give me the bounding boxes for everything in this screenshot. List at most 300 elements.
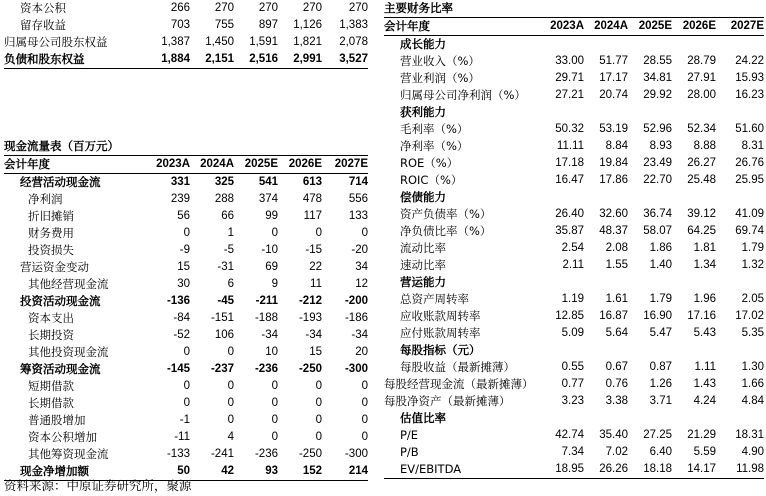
section-row [384,410,764,427]
cell-value [540,189,584,206]
cell-value: 16.87 [599,310,628,322]
cell-value: 239 [170,193,190,205]
cell-value: 8.93 [649,140,672,152]
cell-value: -145 [166,363,190,375]
table-row [4,225,368,242]
cell-value [672,104,716,121]
row-label: 其他经营现金流 [28,277,109,291]
row-label: 营业利润（%） [400,71,480,85]
cell-value: 0 [315,397,322,409]
table-row [384,444,764,461]
cell-value: 35.40 [599,429,628,441]
cell-value: 0 [361,380,368,392]
cell-value [540,342,584,359]
cell-value: 41.09 [735,208,764,220]
cell-value: 4.90 [741,446,764,458]
cell-value: 133 [348,210,368,222]
table-row [384,70,764,87]
row-label: 现金净增加额 [4,463,146,481]
ratios-year: 2025E [628,18,672,36]
table-row [384,223,764,240]
cell-value: 16.23 [735,89,764,101]
cell-value: 0.87 [649,361,672,373]
cell-value: 331 [170,176,190,188]
cell-value: 17.18 [555,157,584,169]
cell-value: 3,527 [322,51,368,69]
cell-value [584,36,628,54]
cell-value: 99 [265,210,278,222]
cell-value: 17.16 [687,310,716,322]
cell-value: 0.55 [561,361,584,373]
cashflow-year: 2027E [322,156,368,174]
row-label: 资产负债率（%） [400,207,492,221]
row-label: EV/EBITDA [384,461,540,479]
cell-value: 53.19 [599,123,628,135]
cell-value: -9 [179,244,190,256]
cell-value: 50 [146,463,190,481]
cell-value: 1,383 [339,19,368,31]
cell-value [540,274,584,291]
cell-value: 26.40 [555,208,584,220]
cell-value: 1,450 [205,36,234,48]
cell-value: 106 [214,329,234,341]
cell-value: 1.11 [694,361,716,373]
cell-value: 52.34 [687,123,716,135]
ratios-header-label: 会计年度 [384,18,540,36]
row-label: 毛利率（%） [400,122,469,136]
cell-value: 69.74 [735,225,764,237]
cell-value: 2,516 [234,51,278,69]
cell-value: 64.25 [687,225,716,237]
cell-value: 0 [315,431,322,443]
cell-value: 4 [227,431,234,443]
cell-value [628,189,672,206]
cell-value: 11.11 [556,140,584,152]
table-row [384,359,764,376]
cell-value: -300 [344,363,368,375]
cell-value: 0.76 [605,378,628,390]
cell-value: 1,591 [249,36,278,48]
cell-value [716,274,764,291]
cell-value: 29.92 [643,89,672,101]
row-label: 其他投资现金流 [28,345,109,359]
section-label: 偿债能力 [400,190,446,204]
cell-value: -237 [210,363,234,375]
ratios-year: 2026E [672,18,716,36]
cell-value: 0 [315,227,322,239]
row-label: 营业收入（%） [400,54,480,68]
cell-value: 374 [258,193,278,205]
cell-value: 1,821 [293,36,322,48]
cell-value: 16.47 [555,174,584,186]
cell-value: -188 [254,312,278,324]
cell-value: -151 [210,312,234,324]
cell-value: 1.55 [605,259,628,271]
cell-value: 5.43 [693,327,716,339]
row-label: 财务费用 [28,226,74,240]
cell-value: 12.85 [555,310,584,322]
cell-value: 33.00 [555,55,584,67]
row-label: 资本公积 [20,1,66,15]
cell-value: 755 [214,19,234,31]
row-label: 总资产周转率 [400,292,469,306]
cell-value: 0 [183,380,190,392]
cell-value: 0 [361,397,368,409]
cell-value [540,410,584,427]
cell-value: 2.08 [605,242,628,254]
table-row [4,259,368,276]
cell-value: 32.60 [599,208,628,220]
cell-value: 29.71 [555,72,584,84]
row-label: 每股经营现金流（最新摊薄） [384,377,534,391]
section-row [384,104,764,121]
ratios-year: 2027E [716,18,764,36]
cell-value: 25.48 [687,174,716,186]
cell-value: 14.17 [672,461,716,479]
cell-value: -250 [298,363,322,375]
cell-value: 0 [227,414,234,426]
cell-value: 288 [214,193,234,205]
cell-value: -10 [261,244,278,256]
cell-value: 5.35 [741,327,764,339]
cell-value: -250 [298,448,322,460]
cell-value: 30 [177,278,190,290]
cell-value: 0 [227,397,234,409]
cell-value: 0 [315,380,322,392]
cell-value: 17.02 [735,310,764,322]
cashflow-header-row [4,156,368,174]
cell-value: 93 [234,463,278,481]
cell-value: 325 [214,176,234,188]
row-label: 净利率（%） [400,139,469,153]
cell-value: 1.30 [741,361,764,373]
row-label: P/B [400,445,419,459]
row-label: 负债和股东权益 [4,51,146,69]
cell-value: -34 [261,329,278,341]
row-label: 资本支出 [28,311,74,325]
cell-value: -20 [351,244,368,256]
cell-value: 18.95 [540,461,584,479]
cell-value: 270 [258,2,278,14]
table-row [4,242,368,259]
cell-value [672,274,716,291]
row-label: 普通股增加 [28,413,86,427]
table-row [4,51,368,69]
cell-value: 270 [214,2,234,14]
cell-value: 36.74 [643,208,672,220]
section-row [384,274,764,291]
cell-value: -133 [166,448,190,460]
cell-value: 0 [227,380,234,392]
cell-value [628,104,672,121]
cell-value: 703 [170,19,190,31]
cell-value [716,36,764,54]
cell-value: 478 [302,193,322,205]
cell-value: 34 [355,261,368,273]
cell-value: 21.29 [687,429,716,441]
cell-value: 2,991 [278,51,322,69]
cell-value: -15 [305,244,322,256]
cell-value: -84 [173,312,190,324]
cell-value: 5.59 [693,446,716,458]
table-row [384,206,764,223]
table-row [4,0,368,17]
cell-value: 541 [258,176,278,188]
table-row [4,310,368,327]
cell-value: 2.05 [741,293,764,305]
cell-value [540,36,584,54]
cell-value: 0 [183,397,190,409]
table-row [4,327,368,344]
cell-value: 24.22 [735,55,764,67]
table-row [4,361,368,378]
cell-value: 2.11 [562,259,584,271]
cell-value [540,104,584,121]
table-row [4,378,368,395]
balance-sheet-tail-table [4,0,368,69]
cell-value: 26.27 [687,157,716,169]
row-label: 折旧摊销 [28,209,74,223]
cell-value: 23.49 [643,157,672,169]
section-row [384,36,764,54]
cell-value [584,104,628,121]
section-label: 营运能力 [400,275,446,289]
section-label: 估值比率 [400,411,446,425]
cell-value: 3.38 [605,395,628,407]
table-row [384,155,764,172]
cell-value: -193 [298,312,322,324]
cell-value: 270 [348,2,368,14]
cell-value: 0 [271,414,278,426]
cell-value: 26.26 [584,461,628,479]
cell-value: 613 [302,176,322,188]
cell-value: 1.40 [649,259,672,271]
cell-value: 6.40 [649,446,672,458]
cell-value: 15 [309,346,322,358]
cell-value [584,189,628,206]
cell-value: 15 [177,261,190,273]
cell-value: 4.84 [741,395,764,407]
cell-value: 18.18 [628,461,672,479]
cashflow-header-label: 会计年度 [4,156,146,174]
cell-value: 897 [258,19,278,31]
cell-value: 27.91 [687,72,716,84]
cashflow-year: 2023A [146,156,190,174]
section-label: 成长能力 [400,37,446,51]
table-row [4,191,368,208]
cell-value: 0.67 [605,361,628,373]
cell-value: 7.02 [605,446,628,458]
table-row [4,395,368,412]
cell-value: 0 [271,380,278,392]
cell-value: 19.84 [599,157,628,169]
cell-value: 10 [265,346,278,358]
cell-value: 51.60 [735,123,764,135]
cell-value: -186 [344,312,368,324]
cashflow-table [4,155,368,481]
cell-value: 3.71 [649,395,672,407]
cell-value: 5.09 [561,327,584,339]
cell-value: 9 [271,278,278,290]
cell-value [584,410,628,427]
row-label: 经营活动现金流 [20,175,101,189]
cell-value: -1 [179,414,190,426]
cell-value: 0 [183,346,190,358]
cell-value: 2.54 [561,242,584,254]
cell-value [628,342,672,359]
cell-value: 56 [177,210,190,222]
table-row [384,376,764,393]
cell-value: 5.47 [649,327,672,339]
row-label: 投资活动现金流 [20,294,101,308]
cell-value: 15.93 [735,72,764,84]
cell-value: 2,151 [190,51,234,69]
cell-value: 66 [221,210,234,222]
table-row [4,276,368,293]
cell-value: 4.24 [693,395,716,407]
cell-value: 1.26 [649,378,672,390]
table-row [4,429,368,446]
cell-value: 0 [227,346,234,358]
table-row [4,344,368,361]
row-label: 留存收益 [20,18,66,32]
cell-value: 0 [271,227,278,239]
table-row [384,240,764,257]
cell-value: 152 [278,463,322,481]
cell-value: 117 [303,210,322,222]
table-row [384,53,764,70]
row-label: 长期借款 [28,396,74,410]
cashflow-year: 2026E [278,156,322,174]
ratios-title: 主要财务比率 [384,1,453,15]
cell-value: 1.86 [649,242,672,254]
table-row [4,174,368,192]
cell-value: 1,387 [161,36,190,48]
cell-value: 1.19 [561,293,584,305]
cell-value [672,410,716,427]
cashflow-title: 现金流量表（百万元） [4,139,119,153]
table-row [4,208,368,225]
row-label: 每股收益（最新摊薄） [400,360,515,374]
cell-value: 1 [227,227,234,239]
cell-value: 58.07 [643,225,672,237]
cell-value: 1.32 [741,259,764,271]
cell-value: 0 [361,431,368,443]
cell-value: 214 [322,463,368,481]
cell-value: 51.77 [599,55,628,67]
cell-value: 1.96 [693,293,716,305]
cell-value: 28.55 [643,55,672,67]
cell-value: -45 [217,295,234,307]
cell-value: -34 [351,329,368,341]
cell-value: -300 [344,448,368,460]
cell-value: 52.96 [643,123,672,135]
ratios-table [384,17,764,479]
table-row [4,34,368,51]
row-label: 归属母公司股东权益 [4,35,108,49]
row-label: P/E [400,428,419,442]
cell-value [672,36,716,54]
cell-value [628,410,672,427]
cell-value: 0 [271,397,278,409]
cell-value: 1.34 [693,259,716,271]
section-label: 获利能力 [400,105,446,119]
cell-value: 20.74 [599,89,628,101]
cell-value [716,189,764,206]
cell-value: 8.31 [741,140,764,152]
cell-value [716,342,764,359]
cell-value: 556 [348,193,368,205]
cell-value: 50.32 [555,123,584,135]
cell-value: 8.84 [605,140,628,152]
cell-value: 27.21 [555,89,584,101]
cell-value: 20 [355,346,368,358]
cell-value: 0 [361,414,368,426]
cell-value: -136 [166,295,190,307]
cell-value: 22 [309,261,322,273]
table-row [384,172,764,189]
row-label: 应付账款周转率 [400,326,481,340]
cashflow-year: 2025E [234,156,278,174]
table-row [4,412,368,429]
cell-value: 1.79 [741,242,764,254]
cell-value: 28.00 [687,89,716,101]
cell-value: 714 [348,176,368,188]
row-label: 投资损失 [28,243,74,257]
cell-value: 266 [170,2,190,14]
row-label: 筹资活动现金流 [20,362,101,376]
cell-value: -11 [174,431,190,443]
cell-value: 48.37 [599,225,628,237]
cell-value [584,274,628,291]
row-label: 速动比率 [400,258,446,272]
cell-value: 0 [361,227,368,239]
cell-value [628,274,672,291]
cell-value: -236 [254,363,278,375]
row-label: ROIC（%） [400,173,463,187]
cashflow-year: 2024A [190,156,234,174]
row-label: 长期投资 [28,328,74,342]
row-label: 每股净资产（最新摊薄） [384,394,511,408]
cell-value: -5 [223,244,234,256]
cell-value: 26.76 [735,157,764,169]
row-label: 短期借款 [28,379,74,393]
cell-value: 12 [355,278,368,290]
cell-value: 1.66 [741,378,764,390]
cell-value: 1.43 [693,378,716,390]
table-row [384,138,764,155]
row-label: 资本公积增加 [28,430,97,444]
cell-value: 34.81 [643,72,672,84]
row-label: 流动比率 [400,241,446,255]
section-row [384,342,764,359]
cell-value: 3.23 [561,395,584,407]
cell-value: 1,884 [146,51,190,69]
cell-value [716,104,764,121]
table-row [4,293,368,310]
cell-value: -200 [344,295,368,307]
cell-value: 18.31 [735,429,764,441]
table-row [384,427,764,444]
cell-value: -241 [210,448,234,460]
cell-value: 6 [227,278,234,290]
cell-value: -212 [298,295,322,307]
cell-value: 1.61 [605,293,628,305]
cell-value: 0 [271,431,278,443]
row-label: 其他筹资现金流 [28,447,109,461]
cell-value: 7.34 [561,446,584,458]
cell-value: 270 [302,2,322,14]
